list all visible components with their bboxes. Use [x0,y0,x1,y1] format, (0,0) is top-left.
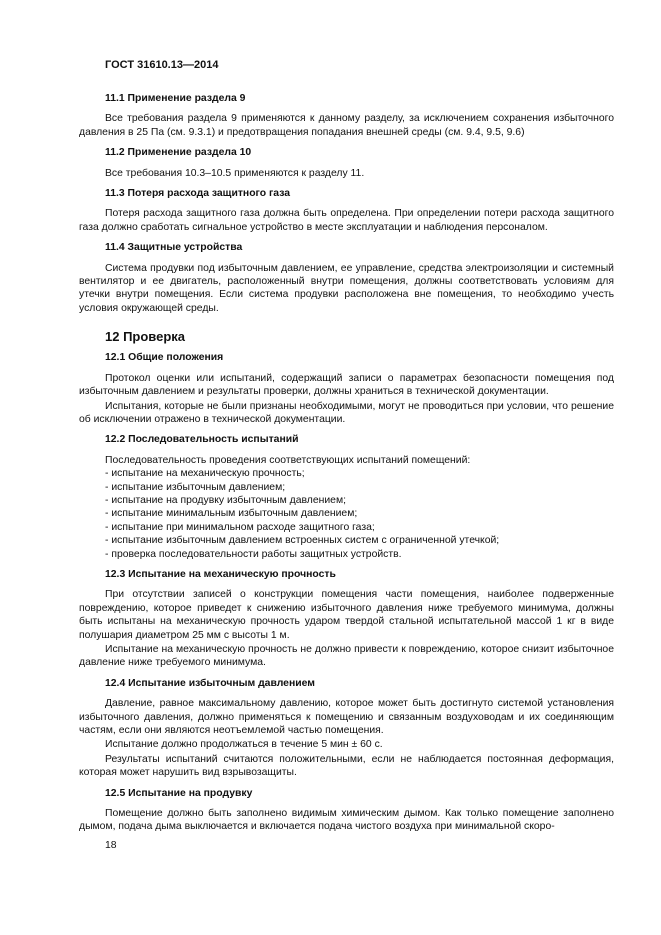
running-header: ГОСТ 31610.13—2014 [105,59,219,71]
section-heading: 12.5 Испытание на продувку [105,787,253,799]
list-item: - испытание избыточным давлением; [105,481,286,493]
section-heading: 12.2 Последовательность испытаний [105,434,299,446]
section-heading: 12.1 Общие положения [105,352,224,364]
section-heading: 11.1 Применение раздела 9 [105,93,246,104]
paragraph: Последовательность проведения соответствующих испытаний помещений: [105,454,471,466]
list-item: - испытание избыточным давлением встроенных систем с ограниченной утечкой; [105,535,500,547]
section-12-1 [79,351,614,426]
list-item: - испытание на механическую прочность; [105,468,305,480]
paragraph: Давление, равное максимальному давлению, которое может быть достигнуто системой установления избыточного давления, должно применяться к помещению и связанным воздуховодам и их соединяющим частям, если они являются неотъемлемой частью помещения. [79,698,614,737]
paragraph: Система продувки под избыточным давлением, ее управление, средства электроизоляции и системный вентилятор и ее двигатель, расположенный внутри помещения, должны соответствовать условиям для утечки внутри помещения. Если система продувки расположена вне помещения, то необходимо учесть условия окружающей среды. [79,262,614,314]
section-heading: 12.3 Испытание на механическую прочность [105,568,336,580]
page-number: 18 [105,840,117,851]
section-heading: 12.4 Испытание избыточным давлением [105,677,315,689]
paragraph: Протокол оценки или испытаний, содержащий записи о параметрах безопасности помещения под избыточным давлением и результаты проверки, должны храниться в технической документации. [79,372,614,398]
section-heading: 11.4 Защитные устройства [105,242,243,254]
paragraph: Потеря расхода защитного газа должна быть определена. При определении потери расхода защитного газа должно сработать сигнальное устройство в месте эксплуатации и наблюдения персоналом. [79,208,614,233]
paragraph: Все требования раздела 9 применяются к данному разделу, за исключением сохранения избыточного давления в 25 Па (см. 9.3.1) и предотвращения попадания внешней среды (см. 9.4, 9.5, 9.6) [79,113,614,138]
paragraph: Результаты испытаний считаются положительными, если не наблюдается постоянная деформация, которая может нарушить вид взрывозащиты. [79,753,614,779]
section-12-2 [79,433,614,561]
section-heading: 11.2 Применение раздела 10 [105,147,252,159]
paragraph: Испытание на механическую прочность не должно привести к повреждению, которое снизит избыточное давление ниже требуемого минимума. [79,644,614,669]
list-item: - испытание минимальным избыточным давлением; [105,508,358,520]
list-item: - проверка последовательности работы защитных устройств. [105,548,402,560]
list-item: - испытание на продувку избыточным давлением; [105,494,346,506]
paragraph: Помещение должно быть заполнено видимым химическим дымом. Как только помещение заполнено дымом, подача дыма выключается и включается подача чистого воздуха при минимальной скоро- [79,808,614,833]
page-body [79,92,614,841]
section-11-4 [79,241,614,315]
section-11-1 [79,92,614,139]
section-12-5 [79,787,614,834]
paragraph: Испытание должно продолжаться в течение 5 мин ± 60 с. [105,739,383,751]
section-11-3 [79,187,614,234]
section-11-2 [79,146,614,180]
section-12-3 [79,568,614,670]
chapter-heading: 12 Проверка [105,329,186,345]
paragraph: Испытания, которые не были признаны необходимыми, могут не проводиться при условии, что решение об исключении отражено в технической документации. [79,400,614,425]
paragraph: При отсутствии записей о конструкции помещения части помещения, наиболее подверженные повреждению, которое приведет к снижению избыточного давления ниже требуемого минимума, должны быть испытаны на механическую прочность ударом твердой стальной испытательной массой 1 кг в виде полушария диаметром 25 мм с высоты 1 м. [79,589,614,641]
list-item: - испытание при минимальном расходе защитного газа; [105,521,375,533]
section-12-4 [79,677,614,780]
section-heading: 11.3 Потеря расхода защитного газа [105,188,291,200]
paragraph: Все требования 10.3–10.5 применяются к разделу 11. [105,167,365,179]
test-sequence-list [79,467,614,561]
